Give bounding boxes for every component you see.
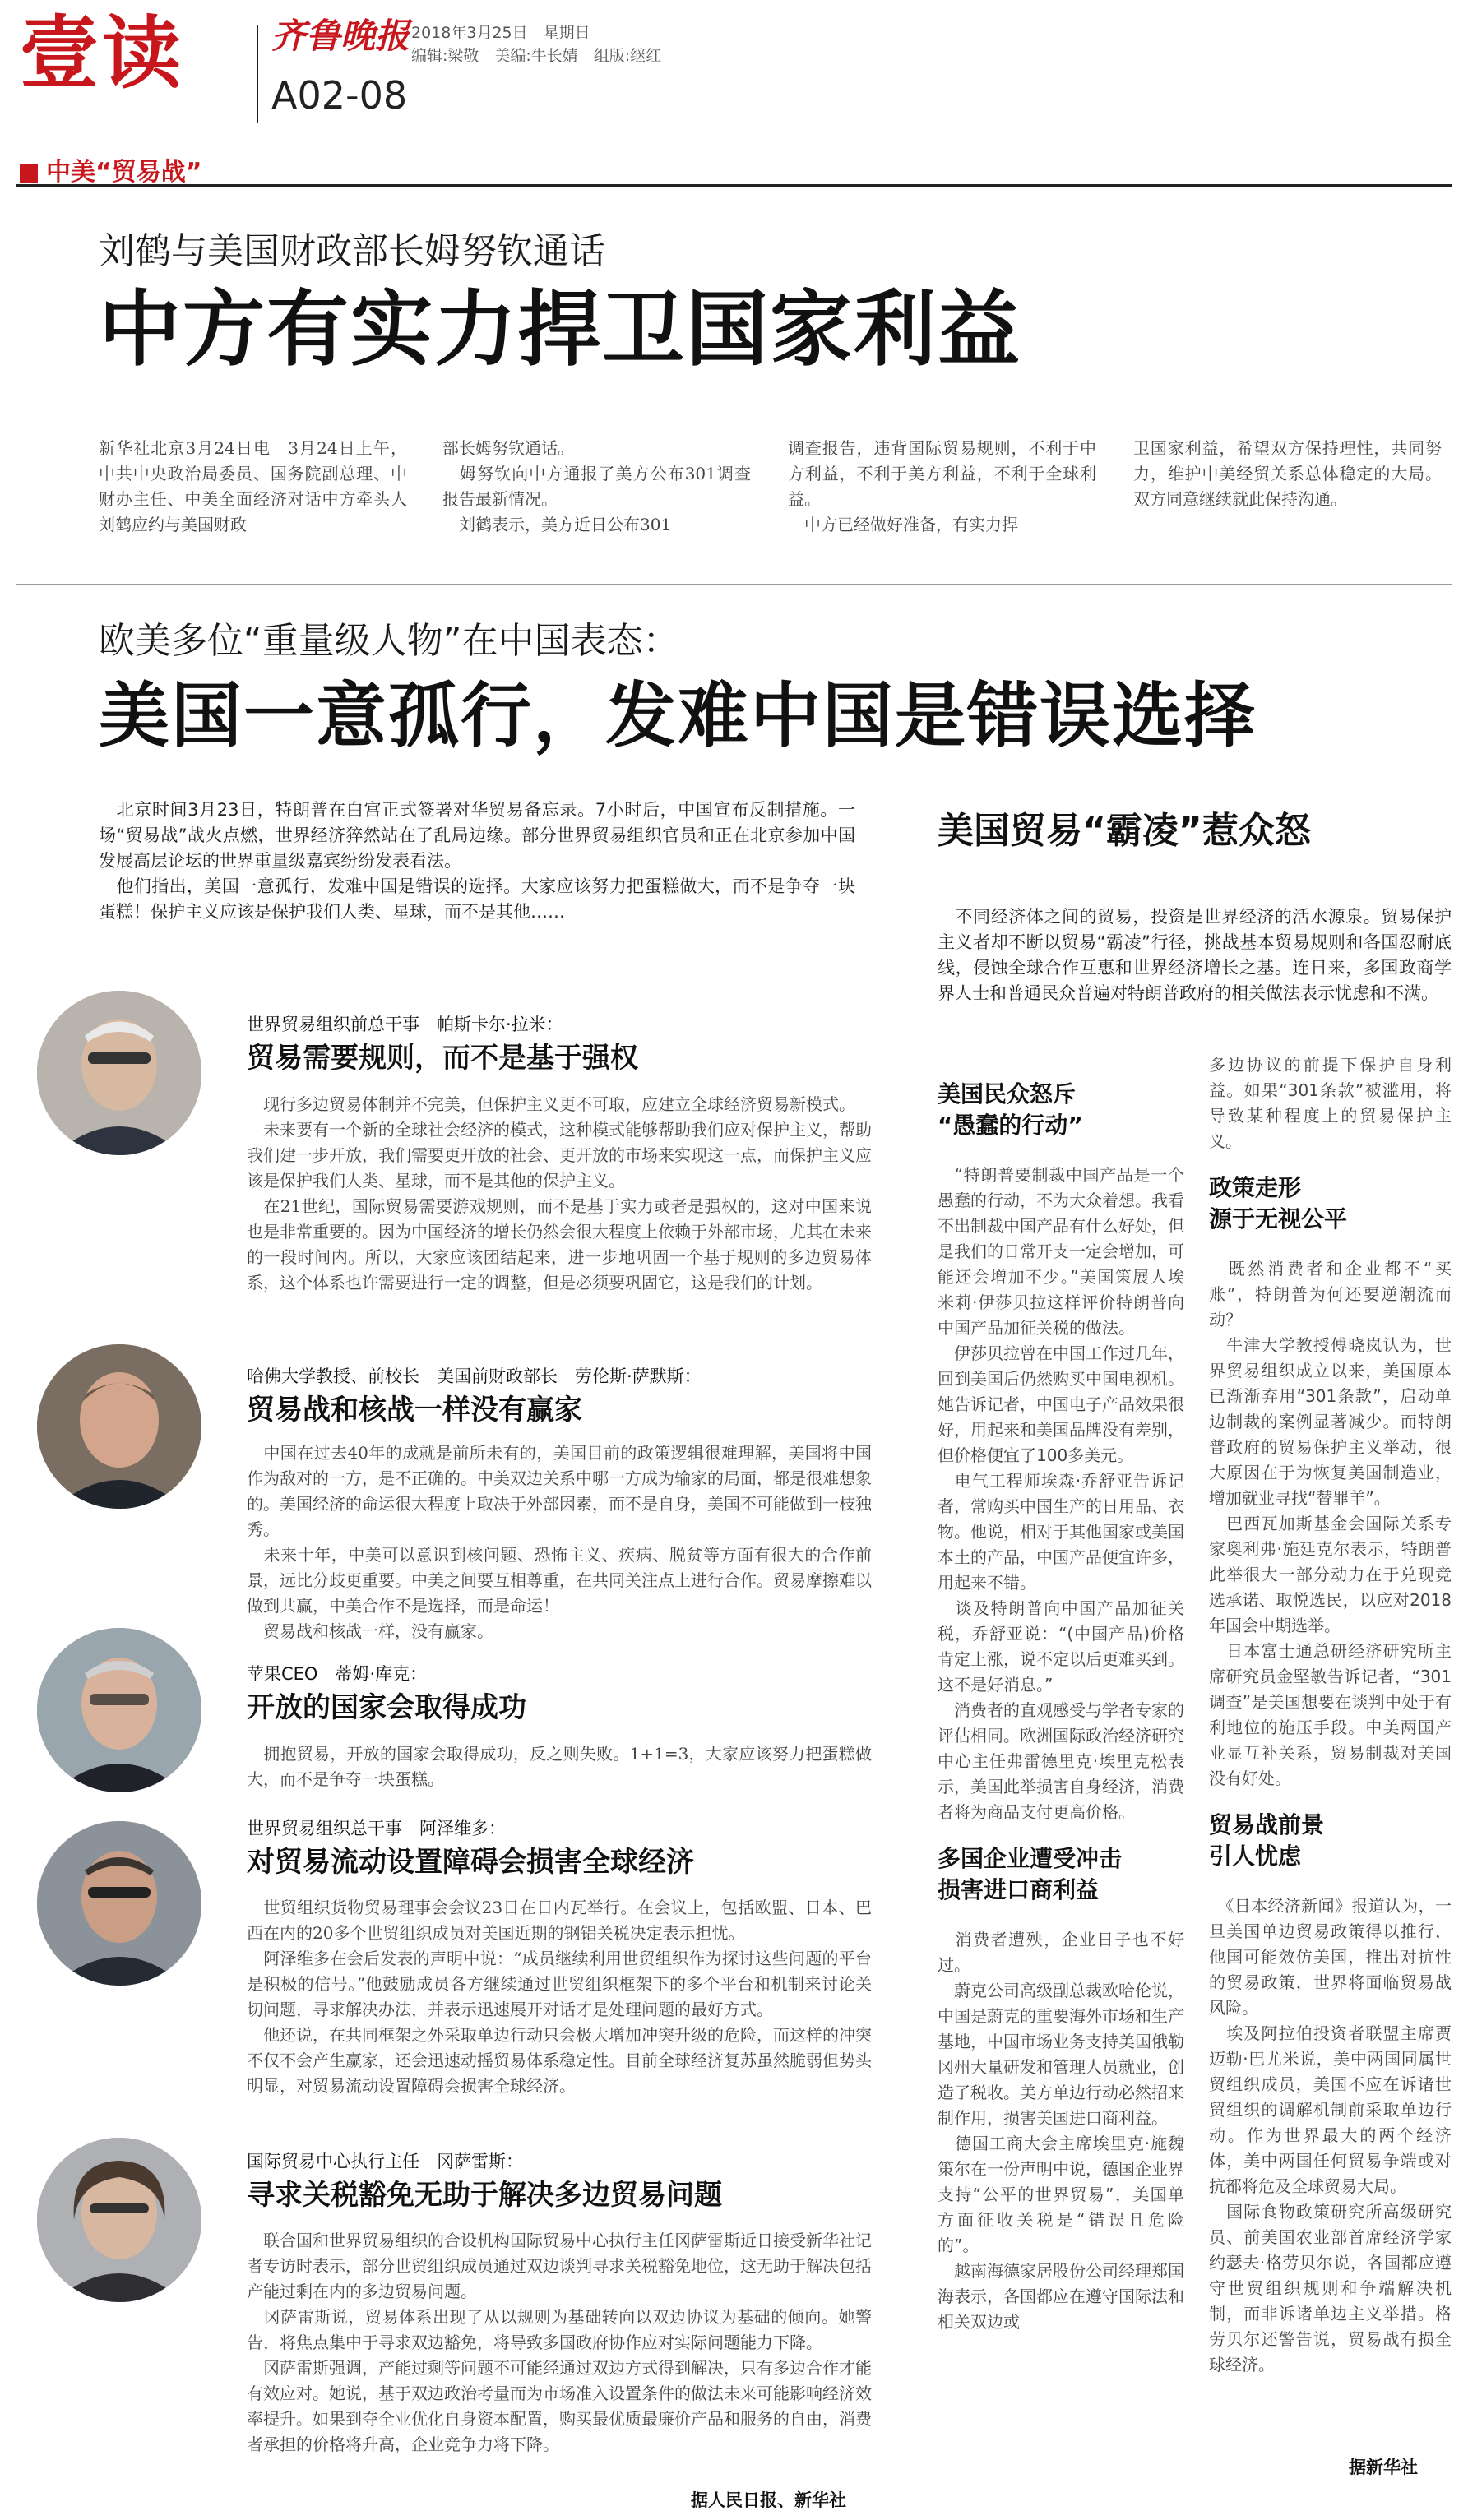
story1-column-4: 卫国家利益，希望双方保持理性，共同努力，维护中美经贸关系总体稳定的大局。双方同意继续就此保持沟通。: [1133, 438, 1442, 509]
section-label: [20, 151, 201, 187]
story1-column-3: 调查报告，违背国际贸易规则，不利于中方利益，不利于美方利益，不利于全球利益。 中方已经做好准备，有实力捍: [788, 438, 1096, 534]
left-source: 据人民日报、新华社: [691, 2490, 846, 2510]
staff-line: 编辑:梁敬 美编:牛长婧 组版:继红: [411, 47, 662, 65]
right-column-a: [938, 1061, 1184, 2335]
speaker4-headline: 对贸易流动设置障碍会损害全球经济: [247, 1846, 694, 1879]
speaker4-p2: 阿泽维多在会后发表的声明中说：“成员继续利用世贸组织作为探讨这些问题的平台是积极的信号。”他鼓励成员各方继续通过世贸组织框架下的多个平台和机制来讨论关切问题，寻求解决办法，并表示迅速展开对话才是处理问题的最好方式。: [247, 1949, 872, 2019]
masthead-divider: [257, 25, 258, 123]
right-paragraph: 日本富士通总研经济研究所主席研究员金堅敏告诉记者，“301调查”是美国想要在谈判中处于有利地位的施压手段。中美两国产业显互补关系，贸易制裁对美国没有好处。: [1209, 1641, 1452, 1788]
right-paragraph: 消费者的直观感受与学者专家的评估相同。欧洲国际政治经济研究中心主任弗雷德里克·埃里克松表示，美国此举损害自身经济，消费者将为商品支付更高价格。: [938, 1700, 1184, 1822]
speaker3-p1: 拥抱贸易，开放的国家会取得成功，反之则失败。1+1=3，大家应该努力把蛋糕做大，而不是争夺一块蛋糕。: [247, 1744, 872, 1789]
speaker5-p1: 联合国和世界贸易组织的合设机构国际贸易中心执行主任冈萨雷斯近日接受新华社记者专访时表示，部分世贸组织成员通过双边谈判寻求关税豁免地位，这无助于解决包括产能过剩在内的多边贸易问题。: [247, 2231, 872, 2301]
speaker1-body: [247, 1092, 872, 1296]
speaker2-body: [247, 1440, 872, 1644]
right-subhead: 美国民众怒斥 “愚蠢的行动”: [938, 1080, 1083, 1139]
story2-lead-p2: 他们指出，美国一意孤行，发难中国是错误的选择。大家应该努力把蛋糕做大，而不是争夺一块蛋糕！保护主义应该是保护我们人类、星球，而不是其他……: [99, 876, 855, 922]
right-paragraph: 蔚克公司高级副总裁欧哈伦说，中国是蔚克的重要海外市场和生产基地，中国市场业务支持美国俄勒冈州大量研发和管理人员就业，创造了税收。美方单边行动必然招来制作用，损害美国进口商利益。: [938, 1981, 1184, 2128]
speaker4-title: 世界贸易组织总干事 阿泽维多：: [247, 1819, 506, 1838]
page-number: A02-08: [271, 73, 408, 118]
portrait-summers-icon: [37, 1344, 201, 1509]
speaker4-p1: 世贸组织货物贸易理事会会议23日在日内瓦举行。在会议上，包括欧盟、日本、巴西在内的20多个世贸组织成员对美国近期的钢铝关税决定表示担忧。: [247, 1898, 872, 1943]
portrait-cook-icon: [37, 1628, 201, 1792]
story1-headline: 中方有实力捍卫国家利益: [99, 281, 1021, 377]
speaker3-title: 苹果CEO 蒂姆·库克：: [247, 1664, 428, 1684]
story1-column-1: 新华社北京3月24日电 3月24日上午，中共中央政治局委员、国务院副总理、中财办主任、中美全面经济对话中方牵头人刘鹤应约与美国财政: [99, 438, 407, 534]
right-source: 据新华社: [1349, 2458, 1418, 2477]
right-paragraph: 埃及阿拉伯投资者联盟主席贾迈勒·巴尤米说，美中两国同属世贸组织成员，美国不应在诉诸世贸组织的调解机制前采取单边行动。作为世界最大的两个经济体，美中两国任何贸易争端或对抗都将危及全球贸易大局。: [1209, 2023, 1452, 2196]
section-bar: [16, 146, 1452, 187]
speaker2-p1: 中国在过去40年的成就是前所未有的，美国目前的政策逻辑很难理解，美国将中国作为敌对的一方，是不正确的。中美双边关系中哪一方成为输家的局面，都是很难想象的。美国经济的命运很大程度上取决于外部因素，而不是自身，美国不可能做到一枝独秀。: [247, 1443, 872, 1539]
story-divider: [16, 584, 1452, 585]
speaker3-body: [247, 1741, 872, 1792]
story2-kicker: 欧美多位“重量级人物”在中国表态：: [99, 620, 679, 662]
right-paragraph: 消费者遭殃，企业日子也不好过。: [938, 1930, 1184, 1975]
story2-lead: [99, 798, 855, 925]
speaker4-body: [247, 1895, 872, 2099]
right-paragraph: 多边协议的前提下保护自身利益。如果“301条款”被滥用，将导致某种程度上的贸易保护主义。: [1209, 1055, 1452, 1151]
right-headline: 美国贸易“霸凌”惹众怒: [938, 810, 1311, 852]
portrait-gonzalez-icon: [37, 2138, 201, 2302]
speaker1-title: 世界贸易组织前总干事 帕斯卡尔·拉米：: [247, 1015, 563, 1034]
right-paragraph: 牛津大学教授傅晓岚认为，世界贸易组织成立以来，美国原本已渐渐弃用“301条款”，启动单边制裁的案例显著减少。而特朗普政府的贸易保护主义举动，很大原因在于为恢复美国制造业，增加就业寻找“替罪羊”。: [1209, 1335, 1452, 1508]
portrait-azevedo-icon: [37, 1821, 201, 1986]
date-line: 2018年3月25日 星期日: [411, 24, 590, 42]
speaker5-title: 国际贸易中心执行主任 冈萨雷斯：: [247, 2152, 523, 2171]
right-column-b: [1209, 1052, 1452, 2378]
speaker5-p3: 冈萨雷斯强调，产能过剩等问题不可能经通过双边方式得到解决，只有多边合作才能有效应对。她说，基于双边政治考量而为市场准入设置条件的做法未来可能影响经济效率提升。如果到夺全业优化自身资本配置，购买最优质最廉价产品和服务的自由，消费者承担的价格将升高，企业竞争力将下降。: [247, 2358, 872, 2454]
speaker4-p3: 他还说，在共同框架之外采取单边行动只会极大增加冲突升级的危险，而这样的冲突不仅不会产生赢家，还会迅速动摇贸易体系稳定性。目前全球经济复苏虽然脆弱但势头明显，对贸易流动设置障碍会损害全球经济。: [247, 2025, 872, 2096]
right-paragraph: 国际食物政策研究所高级研究员、前美国农业部首席经济学家约瑟夫·格劳贝尔说，各国都应遵守世贸组织规则和争端解决机制，而非诉诸单边主义举措。格劳贝尔还警告说，贸易战有损全球经济。: [1209, 2202, 1452, 2374]
masthead-paper-name: 齐鲁晚报: [271, 16, 410, 56]
right-subhead: 政策走形 源于无视公平: [1209, 1174, 1348, 1232]
speaker1-p2: 未来要有一个新的全球社会经济的模式，这种模式能够帮助我们应对保护主义，帮助我们建一步开放，我们需要更开放的社会、更开放的市场来实现这一点，而保护主义应该是保护我们人类、星球，而不是其他的保护主义。: [247, 1120, 872, 1191]
right-lead: 不同经济体之间的贸易，投资是世界经济的活水源泉。贸易保护主义者却不断以贸易“霸凌”行径，挑战基本贸易规则和各国忍耐底线，侵蚀全球合作互惠和世界经济增长之基。连日来，多国政商学界人士和普通民众普遍对特朗普政府的相关做法表示忧虑和不满。: [938, 907, 1452, 1003]
masthead-brand: 壹读: [20, 7, 184, 99]
right-paragraph: 巴西瓦加斯基金会国际关系专家奥利弗·施廷克尔表示，特朗普此举很大一部分动力在于兑现竞选承诺、取悦选民，以应对2018年国会中期选举。: [1209, 1514, 1452, 1635]
speaker5-body: [247, 2228, 872, 2458]
speaker1-p1: 现行多边贸易体制并不完美，但保护主义更不可取，应建立全球经济贸易新模式。: [247, 1094, 855, 1114]
right-paragraph: 《日本经济新闻》报道认为，一旦美国单边贸易政策得以推行，他国可能效仿美国，推出对抗性的贸易政策，世界将面临贸易战风险。: [1209, 1896, 1452, 2018]
right-paragraph: 电气工程师埃森·乔舒亚告诉记者，常购买中国生产的日用品、衣物。他说，相对于其他国家或美国本土的产品，中国产品便宜许多，用起来不错。: [938, 1471, 1184, 1593]
story1-column-2: 部长姆努钦通话。 姆努钦向中方通报了美方公布301调查报告最新情况。 刘鹤表示，美方近日公布301: [442, 438, 751, 534]
speaker3-headline: 开放的国家会取得成功: [247, 1691, 526, 1724]
speaker5-headline: 寻求关税豁免无助于解决多边贸易问题: [247, 2179, 722, 2212]
right-paragraph: “特朗普要制裁中国产品是一个愚蠢的行动，不为大众着想。我看不出制裁中国产品有什么好处，但是我们的日常开支一定会增加，可能还会增加不少。”美国策展人埃米莉·伊莎贝拉这样评价特朗普向中国产品加征关税的做法。: [938, 1165, 1184, 1338]
speaker1-headline: 贸易需要规则，而不是基于强权: [247, 1042, 638, 1075]
portrait-lamy-icon: [37, 991, 201, 1155]
story1-kicker: 刘鹤与美国财政部长姆努钦通话: [99, 230, 605, 272]
speaker1-p3: 在21世纪，国际贸易需要游戏规则，而不是基于实力或者是强权的，这对中国来说也是非常重要的。因为中国经济的增长仍然会很大程度上依赖于外部市场，尤其在未来的一段时间内。所以，大家应该团结起来，进一步地巩固一个基于规则的多边贸易体系，这个体系也许需要进行一定的调整，但是必须要巩固它，这是我们的计划。: [247, 1196, 872, 1292]
right-paragraph: 伊莎贝拉曾在中国工作过几年，回到美国后仍然购买中国电视机。她告诉记者，中国电子产品效果很好，用起来和美国品牌没有差别，但价格便宜了100多美元。: [938, 1343, 1184, 1465]
right-subhead: 多国企业遭受冲击 损害进口商利益: [938, 1845, 1123, 1903]
right-subhead: 贸易战前景 引人忧虑: [1209, 1811, 1325, 1870]
story2-headline: 美国一意孤行，发难中国是错误选择: [99, 675, 1257, 757]
speaker2-p2: 未来十年，中美可以意识到核问题、恐怖主义、疾病、脱贫等方面有很大的合作前景，远比分歧更重要。中美之间要互相尊重，在共同关注点上进行合作。贸易摩擦难以做到共赢，中美合作不是选择，而是命运！: [247, 1545, 872, 1616]
speaker5-p2: 冈萨雷斯说，贸易体系出现了从以规则为基础转向以双边协议为基础的倾向。她警告，将焦点集中于寻求双边豁免，将导致多国政府协作应对实际问题能力下降。: [247, 2307, 872, 2352]
speaker2-headline: 贸易战和核战一样没有赢家: [247, 1394, 582, 1426]
right-paragraph: 谈及特朗普向中国产品加征关税，乔舒亚说：“(中国产品)价格肯定上涨，说不定以后更难买到。这不是好消息。”: [938, 1598, 1184, 1695]
right-paragraph: 德国工商大会主席埃里克·施魏策尔在一份声明中说，德国企业界支持“公平的世界贸易”，美国单方面征收关税是“错误且危险的”。: [938, 2134, 1184, 2255]
story2-lead-p1: 北京时间3月23日，特朗普在白宫正式签署对华贸易备忘录。7小时后，中国宣布反制措施。一场“贸易战”战火点燃，世界经济猝然站在了乱局边缘。部分世界贸易组织官员和正在北京参加中国发展高层论坛的世界重量级嘉宾纷纷发表看法。: [99, 800, 855, 871]
right-paragraph: 既然消费者和企业都不“买账”，特朗普为何还要逆潮流而动？: [1209, 1259, 1452, 1329]
section-label-text: 中美“贸易战”: [46, 158, 202, 187]
right-paragraph: 越南海德家居股份公司经理郑国海表示，各国都应在遵守国际法和相关双边或: [938, 2261, 1184, 2332]
red-square-icon: [20, 164, 38, 183]
speaker2-p3: 贸易战和核战一样，没有赢家。: [247, 1621, 493, 1641]
speaker2-title: 哈佛大学教授、前校长 美国前财政部长 劳伦斯·萨默斯：: [247, 1366, 702, 1386]
